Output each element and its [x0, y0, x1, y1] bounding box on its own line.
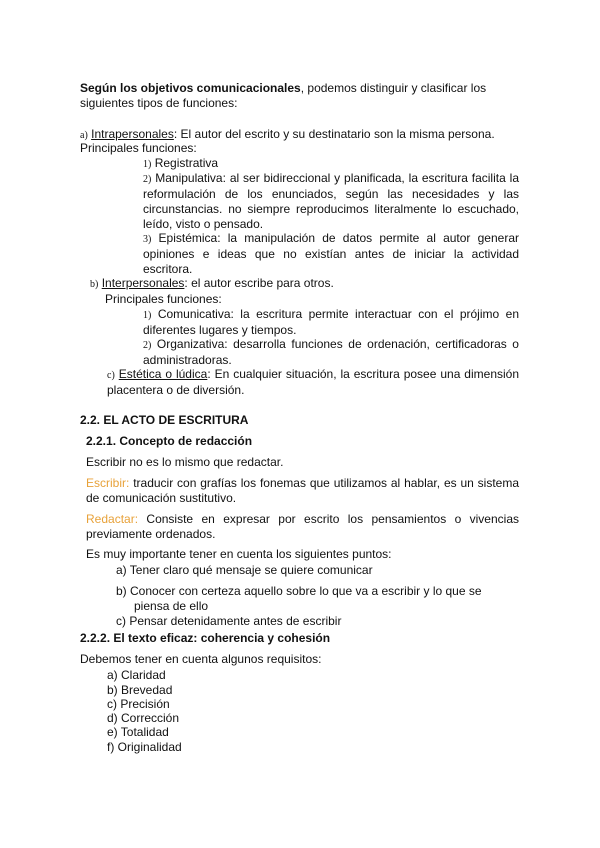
section-a-item-3-num: 3)	[143, 234, 152, 245]
def-redactar	[86, 512, 519, 542]
intro-bold: Según los objetivos comunicacionales	[80, 81, 301, 95]
section-b-item-2-num: 2)	[143, 340, 152, 351]
section-a-principal: Principales funciones:	[80, 141, 197, 155]
section-a-item-3-text: Epistémica: la manipulación de datos permite al autor generar opiniones e ideas que no existían antes de iniciar la actividad escritora.	[143, 231, 519, 276]
def-escribir	[86, 476, 519, 506]
section-a-item-2-text: Manipulativa: al ser bidireccional y planificada, la escritura facilita la reformulación de los enunciados, según las necesidades y las circunstancias. no siempre reproducimos literalmente lo escuchado, leído, visto o pensado.	[143, 171, 519, 231]
requisito-5: e) Totalidad	[107, 725, 169, 739]
section-b-item-2-text: Organizativa: desarrolla funciones de ordenación, certificadoras o administradoras.	[143, 337, 519, 367]
heading-2-2-1: 2.2.1. Concepto de redacción	[86, 434, 253, 448]
section-a-item-2	[143, 171, 519, 232]
p-puntos: Es muy importante tener en cuenta los siguientes puntos:	[86, 547, 392, 561]
punto-c: c) Pensar detenidamente antes de escribir	[116, 614, 342, 628]
section-b-principal: Principales funciones:	[105, 292, 222, 306]
section-b-item-1-text: Comunicativa: la escritura permite interactuar con el prójimo en diferentes lugares y tiempos.	[143, 307, 519, 337]
section-c-marker: c)	[107, 370, 115, 381]
heading-2-2: 2.2. EL ACTO DE ESCRITURA	[80, 413, 249, 427]
section-a-item-2-num: 2)	[143, 174, 152, 185]
section-b-item-1-num: 1)	[143, 310, 152, 321]
heading-2-2-2: 2.2.2. El texto eficaz: coherencia y cohesión	[80, 631, 331, 645]
def-redactar-text: Consiste en expresar por escrito los pensamientos o vivencias previamente ordenados.	[86, 512, 519, 541]
section-c-text: : En cualquier situación, la escritura posee una dimensión placentera o de diversión.	[107, 367, 520, 397]
intro-line-1	[80, 81, 486, 96]
p-requisitos: Debemos tener en cuenta algunos requisitos:	[80, 652, 322, 666]
section-b-marker: b)	[90, 279, 99, 290]
section-b-item-1	[143, 307, 519, 338]
punto-b: b) Conocer con certeza aquello sobre lo que va a escribir y lo que se piensa de ello	[116, 584, 482, 613]
requisito-1: a) Claridad	[107, 668, 166, 682]
punto-a: a) Tener claro qué mensaje se quiere comunicar	[116, 563, 373, 577]
section-a-marker: a)	[80, 130, 88, 141]
p-escribir: Escribir no es lo mismo que redactar.	[86, 455, 284, 469]
intro-line-2: siguientes tipos de funciones:	[80, 96, 238, 110]
requisito-4: d) Corrección	[107, 711, 180, 725]
section-a-item-1-num: 1)	[143, 159, 152, 170]
section-a-text: : El autor del escrito y su destinatario son la misma persona.	[173, 127, 495, 141]
section-c-title: Estética o lúdica	[118, 367, 208, 381]
section-a-item-3	[143, 231, 519, 277]
requisito-3: c) Precisión	[107, 697, 170, 711]
def-escribir-term: Escribir:	[86, 476, 130, 490]
requisito-6: f) Originalidad	[107, 740, 182, 754]
intro-rest: , podemos distinguir y clasificar los	[300, 81, 487, 95]
section-b-title: Interpersonales	[101, 276, 185, 290]
section-a-title: Intrapersonales	[91, 127, 174, 141]
section-c	[107, 367, 519, 398]
section-a-item-1-text: Registrativa	[154, 156, 219, 170]
section-b-heading	[90, 276, 334, 292]
def-escribir-text: traducir con grafías los fonemas que utilizamos al hablar, es un sistema de comunicación sustitutivo.	[86, 476, 519, 505]
requisito-2: b) Brevedad	[107, 683, 173, 697]
section-b-item-2	[143, 337, 519, 368]
section-a-item-1	[143, 156, 218, 172]
def-redactar-term: Redactar:	[86, 512, 139, 526]
section-b-text: : el autor escribe para otros.	[184, 276, 334, 290]
